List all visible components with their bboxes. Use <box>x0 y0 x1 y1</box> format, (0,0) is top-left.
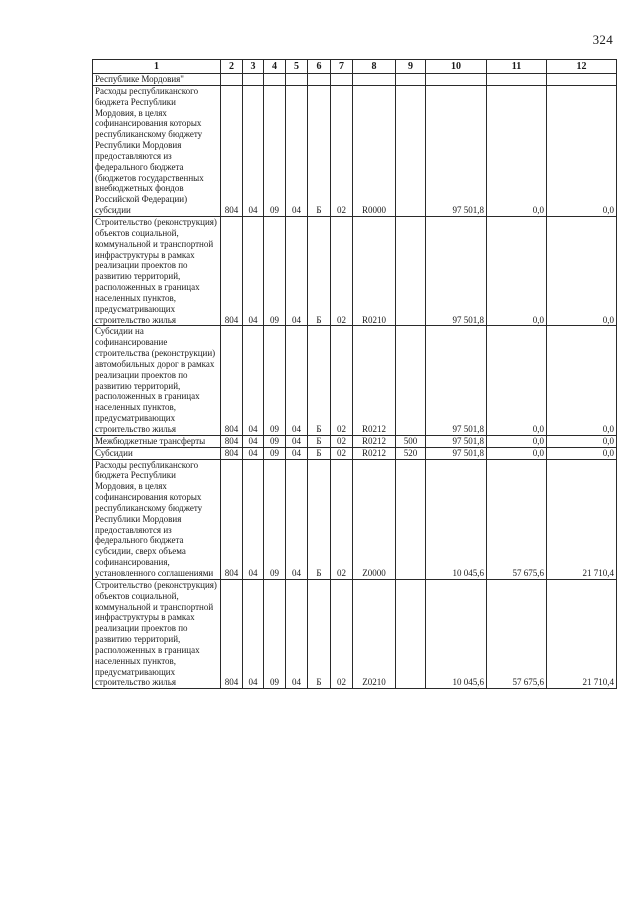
column-header: 1 <box>93 60 221 74</box>
table-cell <box>331 74 353 86</box>
table-cell <box>426 74 487 86</box>
row-name-cell <box>93 216 221 325</box>
table-cell: 0,0 <box>547 326 617 435</box>
table-cell: 0,0 <box>547 85 617 216</box>
table-cell: 97 501,8 <box>426 447 487 459</box>
column-header: 5 <box>286 60 308 74</box>
table-cell: Б <box>308 326 331 435</box>
row-name: Расходы республиканского бюджета Республики Мордовия, в целях софинансирования которых республиканскому бюджету Республики Мордовия предоставляются из федерального бюджета (бюджетов государственных внебюджетных фондов Российской Федерации) субсидии <box>95 85 204 216</box>
table-cell: 02 <box>331 85 353 216</box>
table-cell: 04 <box>286 435 308 447</box>
table-cell: 04 <box>286 447 308 459</box>
table-cell: 97 501,8 <box>426 326 487 435</box>
table-cell: 02 <box>331 459 353 579</box>
table-cell: 09 <box>264 435 286 447</box>
table-cell: 09 <box>264 85 286 216</box>
table-cell: 500 <box>396 435 426 447</box>
table-cell: 0,0 <box>487 326 547 435</box>
table-cell: 57 675,6 <box>487 459 547 579</box>
table-cell: 02 <box>331 216 353 325</box>
table-row <box>93 216 617 325</box>
table-cell: 04 <box>243 435 264 447</box>
table-cell: 09 <box>264 326 286 435</box>
column-header: 11 <box>487 60 547 74</box>
table-cell <box>264 74 286 86</box>
table-cell: Б <box>308 435 331 447</box>
table-row <box>93 459 617 579</box>
table-cell <box>396 459 426 579</box>
table-row <box>93 74 617 86</box>
table-cell: 04 <box>243 579 264 688</box>
table-cell: Б <box>308 85 331 216</box>
table-cell: R0212 <box>353 435 396 447</box>
table-cell: 10 045,6 <box>426 459 487 579</box>
table-cell <box>396 326 426 435</box>
row-name: Строительство (реконструкция) объектов социальной, коммунальной и транспортной инфраструктуры в рамках реализации проектов по развитию территорий, расположенных в границах населенных пунктов, предусматривающих строительство жилья <box>95 579 217 688</box>
table-cell: 21 710,4 <box>547 579 617 688</box>
table-cell: 04 <box>243 459 264 579</box>
row-name-cell <box>93 579 221 688</box>
row-name: Субсидии <box>95 447 133 458</box>
row-name-cell <box>93 74 221 86</box>
table-cell <box>487 74 547 86</box>
column-header: 2 <box>221 60 243 74</box>
column-header: 8 <box>353 60 396 74</box>
table-cell <box>243 74 264 86</box>
table-cell: 0,0 <box>547 435 617 447</box>
column-header: 3 <box>243 60 264 74</box>
column-header: 7 <box>331 60 353 74</box>
table-cell: 520 <box>396 447 426 459</box>
table-cell: 04 <box>286 326 308 435</box>
table-cell: 02 <box>331 435 353 447</box>
table-cell: Б <box>308 216 331 325</box>
table-cell: 09 <box>264 447 286 459</box>
row-name-cell <box>93 435 221 447</box>
table-row <box>93 435 617 447</box>
table-cell: 09 <box>264 459 286 579</box>
table-cell <box>547 74 617 86</box>
table-cell <box>286 74 308 86</box>
row-name: Расходы республиканского бюджета Республики Мордовия, в целях софинансирования которых республиканскому бюджету Республики Мордовия предоставляются из федерального бюджета субсидии, сверх объема софинансирования, установленного соглашениями <box>95 459 214 578</box>
row-name: Субсидии на софинансирование строительства (реконструкции) автомобильных дорог в рамках реализации проектов по развитию территорий, расположенных в границах населенных пунктов, предусматривающих строительство жилья <box>95 326 216 434</box>
table-cell: 0,0 <box>487 216 547 325</box>
table-cell: 804 <box>221 326 243 435</box>
table-row <box>93 85 617 216</box>
column-header: 4 <box>264 60 286 74</box>
row-name: Строительство (реконструкция) объектов социальной, коммунальной и транспортной инфраструктуры в рамках реализации проектов по развитию территорий, расположенных в границах населенных пунктов, предусматривающих строительство жилья <box>95 216 217 325</box>
table-cell: 02 <box>331 447 353 459</box>
table-cell: 0,0 <box>547 216 617 325</box>
table-cell: 04 <box>243 447 264 459</box>
table-header-row <box>93 60 617 74</box>
row-name-cell <box>93 447 221 459</box>
table-cell <box>396 216 426 325</box>
table-cell <box>396 85 426 216</box>
table-cell: 0,0 <box>547 447 617 459</box>
budget-table <box>92 59 617 689</box>
table-cell: 04 <box>286 85 308 216</box>
table-cell: 09 <box>264 579 286 688</box>
row-name: Межбюджетные трансферты <box>95 435 206 446</box>
table-cell <box>396 579 426 688</box>
table-cell: 04 <box>286 579 308 688</box>
table-cell: 04 <box>243 216 264 325</box>
table-cell <box>221 74 243 86</box>
table-cell: 97 501,8 <box>426 85 487 216</box>
row-name: Республике Мордовия" <box>95 74 184 84</box>
table-cell: 804 <box>221 85 243 216</box>
table-cell: 04 <box>286 459 308 579</box>
table-cell: R0000 <box>353 85 396 216</box>
table-cell <box>308 74 331 86</box>
table-cell: R0212 <box>353 447 396 459</box>
table-row <box>93 579 617 688</box>
column-header: 12 <box>547 60 617 74</box>
table-cell: 804 <box>221 579 243 688</box>
table-cell: 97 501,8 <box>426 435 487 447</box>
table-cell: 04 <box>243 85 264 216</box>
table-cell: Б <box>308 459 331 579</box>
table-cell: 804 <box>221 459 243 579</box>
column-header: 10 <box>426 60 487 74</box>
table-cell: Z0000 <box>353 459 396 579</box>
column-header: 9 <box>396 60 426 74</box>
table-cell: R0212 <box>353 326 396 435</box>
table-cell: 57 675,6 <box>487 579 547 688</box>
table-cell <box>396 74 426 86</box>
page-number: 324 <box>592 32 613 47</box>
table-cell: 02 <box>331 579 353 688</box>
row-name-cell <box>93 326 221 435</box>
table-cell: Z0210 <box>353 579 396 688</box>
table-cell: 21 710,4 <box>547 459 617 579</box>
column-header: 6 <box>308 60 331 74</box>
table-cell: 04 <box>286 216 308 325</box>
table-cell: 09 <box>264 216 286 325</box>
table-row <box>93 447 617 459</box>
table-cell: R0210 <box>353 216 396 325</box>
table-cell <box>353 74 396 86</box>
table-cell: 0,0 <box>487 435 547 447</box>
table-cell: 0,0 <box>487 447 547 459</box>
table-cell: Б <box>308 579 331 688</box>
table-cell: 97 501,8 <box>426 216 487 325</box>
table-cell: 02 <box>331 326 353 435</box>
table-cell: 10 045,6 <box>426 579 487 688</box>
row-name-cell <box>93 85 221 216</box>
table-cell: 04 <box>243 326 264 435</box>
table-cell: 804 <box>221 447 243 459</box>
table-cell: Б <box>308 447 331 459</box>
table-cell: 0,0 <box>487 85 547 216</box>
row-name-cell <box>93 459 221 579</box>
table-row <box>93 326 617 435</box>
table-cell: 804 <box>221 435 243 447</box>
table-cell: 804 <box>221 216 243 325</box>
